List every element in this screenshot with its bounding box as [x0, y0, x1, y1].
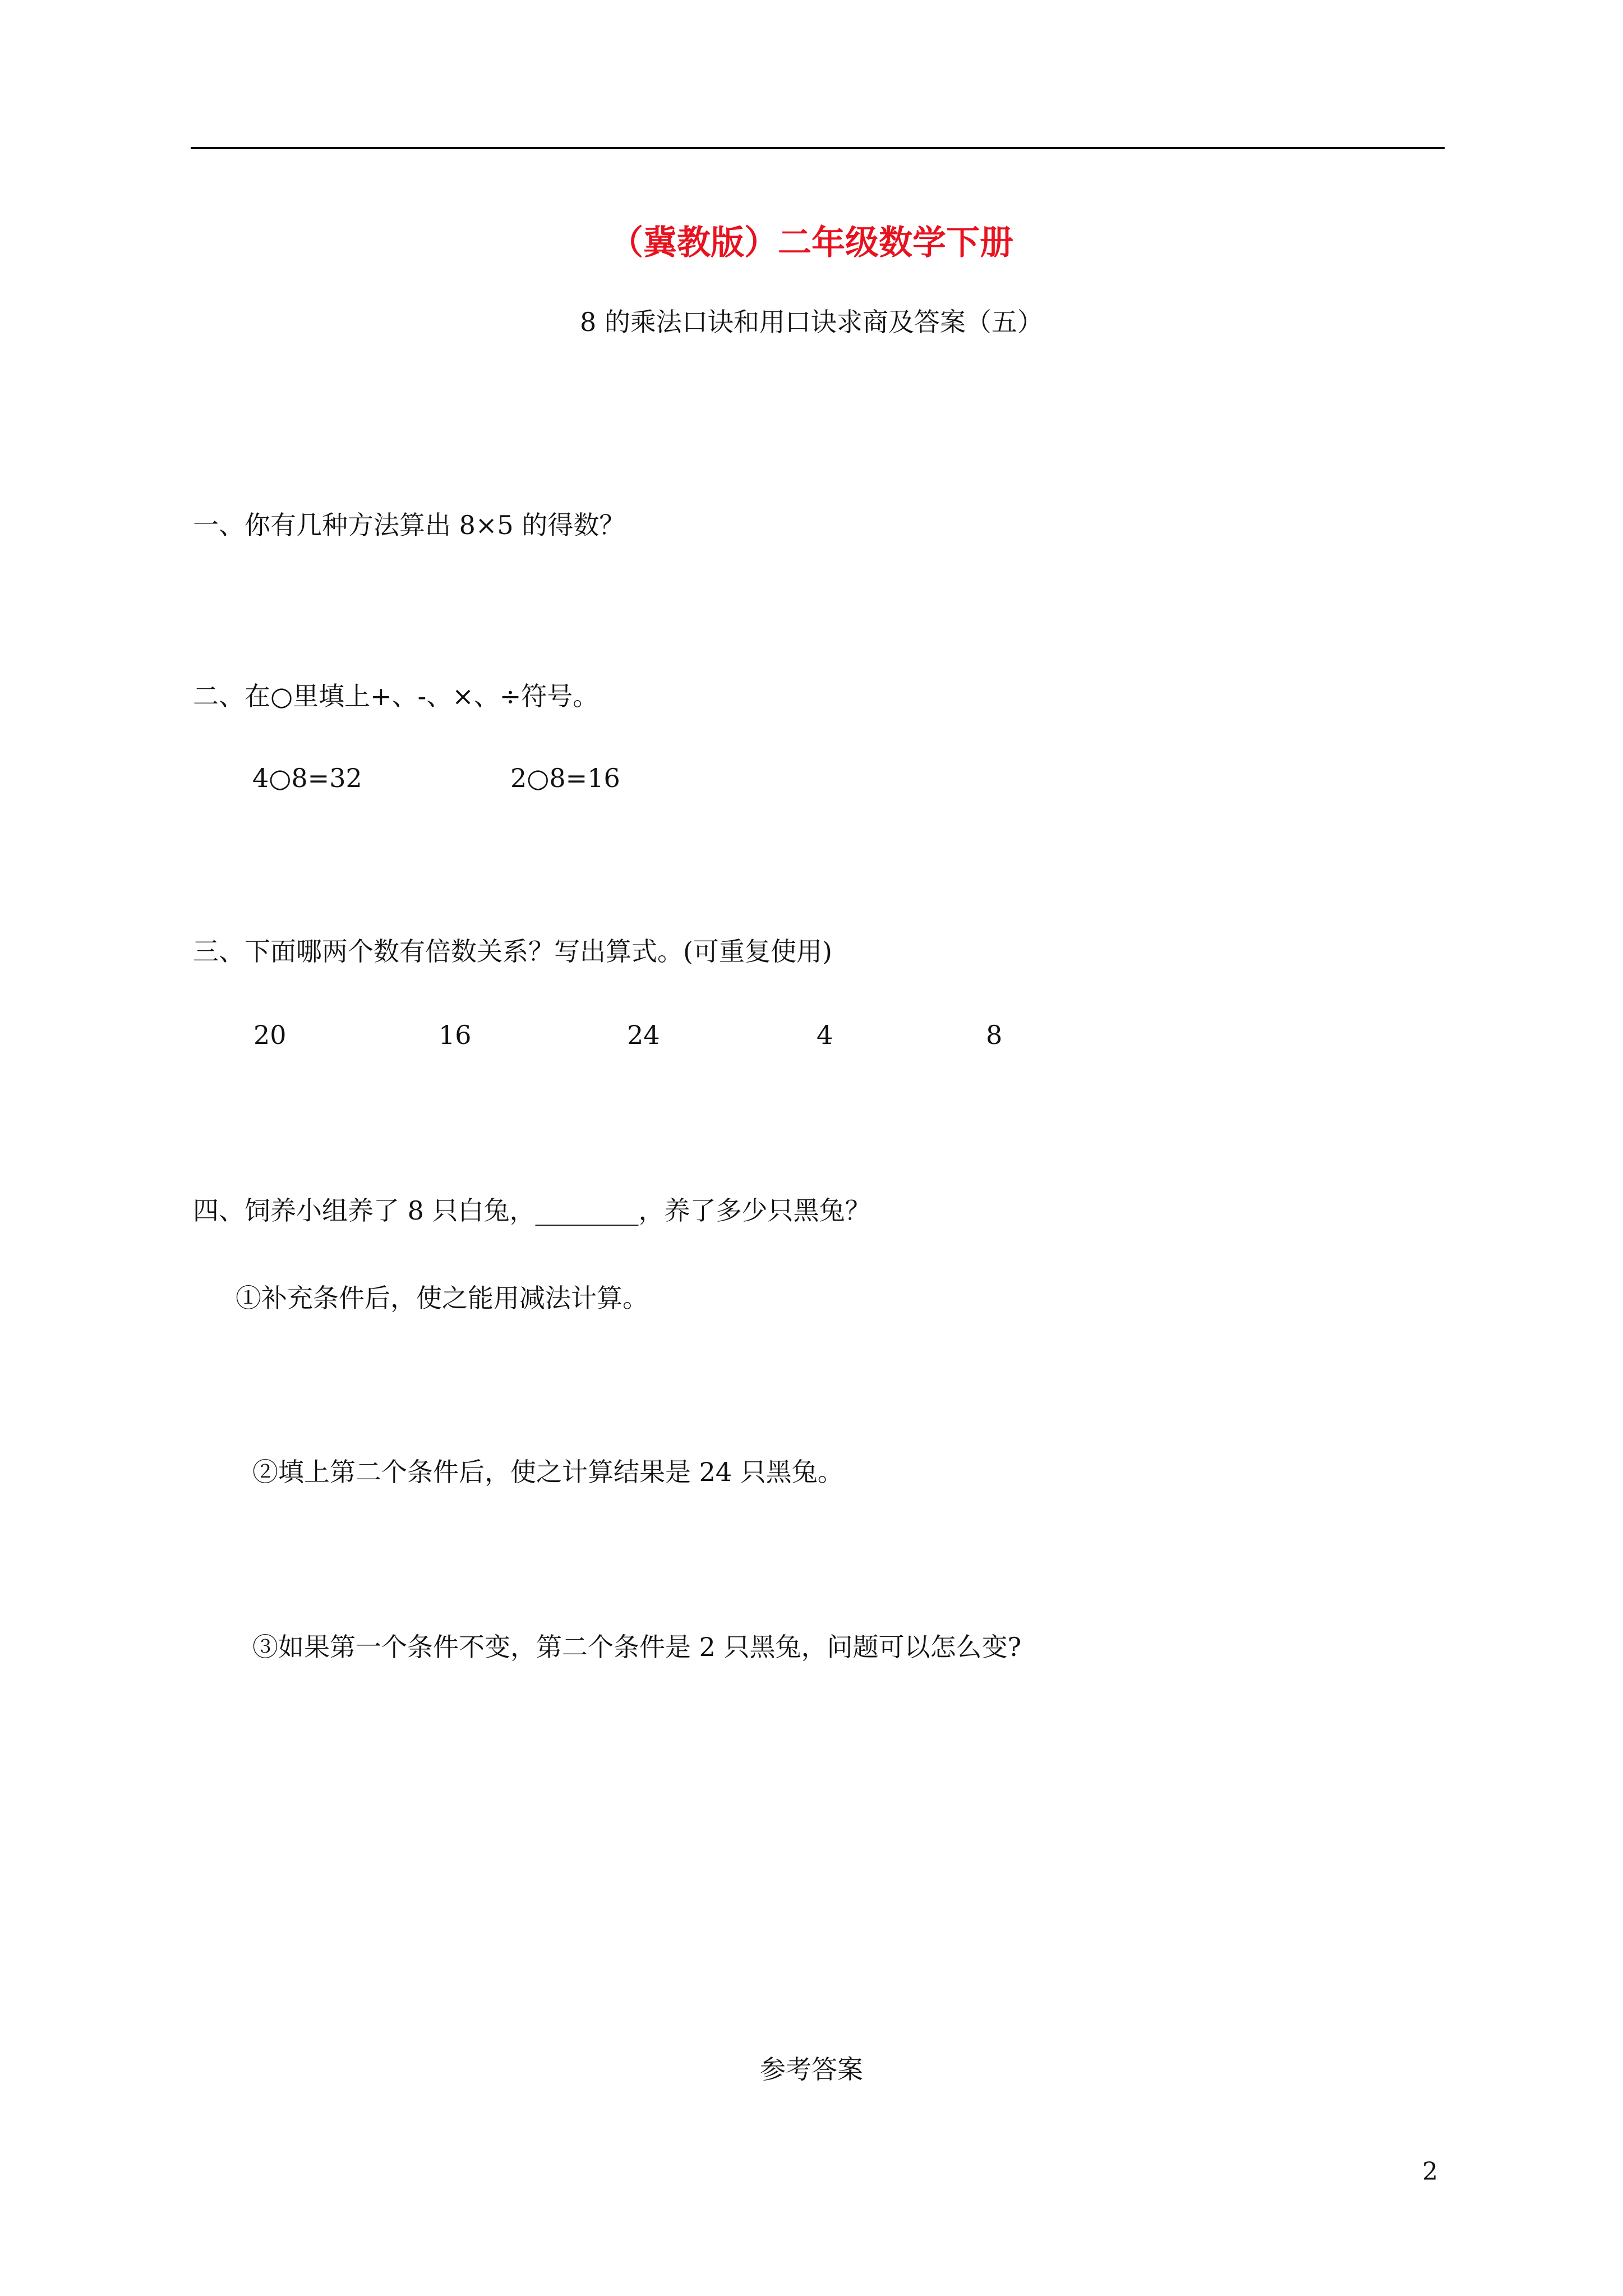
page-subtitle: 8 的乘法口诀和用口诀求商及答案（五） — [580, 307, 1043, 337]
question-4-sub-1: ①补充条件后，使之能用减法计算。 — [236, 1283, 648, 1313]
question-4: 四、饲养小组养了 8 只白兔，________，养了多少只黑兔？ — [193, 1195, 871, 1226]
question-3-number: 16 — [439, 1020, 472, 1050]
question-4-sub-2: ②填上第二个条件后，使之计算结果是 24 只黑兔。 — [252, 1457, 843, 1487]
question-2-expression-2: 2○8=16 — [510, 763, 620, 793]
question-2-expression-1: 4○8=32 — [252, 763, 362, 793]
question-3-number: 24 — [627, 1020, 660, 1050]
question-3-number: 8 — [986, 1020, 1003, 1050]
header-rule — [191, 147, 1445, 149]
page-number: 2 — [1422, 2157, 1438, 2186]
question-1: 一、你有几种方法算出 8×5 的得数？ — [193, 510, 625, 540]
question-3-number: 20 — [253, 1020, 287, 1050]
question-3-number: 4 — [817, 1020, 833, 1050]
question-3: 三、下面哪两个数有倍数关系？写出算式。(可重复使用) — [193, 936, 832, 967]
page-title: （冀教版）二年级数学下册 — [610, 223, 1013, 263]
answer-heading: 参考答案 — [760, 2054, 863, 2085]
question-4-sub-3: ③如果第一个条件不变，第二个条件是 2 只黑兔，问题可以怎么变? — [252, 1632, 1022, 1662]
question-2: 二、在○里填上+、-、×、÷符号。 — [193, 681, 599, 711]
